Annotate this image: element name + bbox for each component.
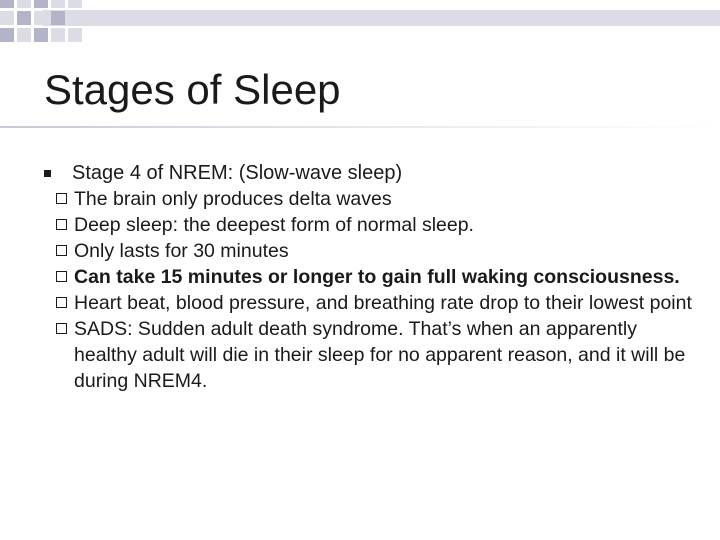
- grid-cell: [68, 28, 82, 42]
- sub-bullet-text: Heart beat, blood pressure, and breathing rate drop to their lowest point: [74, 292, 692, 314]
- grid-cell: [34, 11, 48, 25]
- sub-bullet-item: [44, 212, 694, 238]
- slide-title: Stages of Sleep: [44, 66, 341, 113]
- checkbox-bullet-icon: [56, 297, 67, 308]
- sub-bullet-text: SADS: Sudden adult death syndrome. That’s when an apparently healthy adult will die in their sleep for no apparent reason, and it will be during NREM4.: [74, 318, 686, 392]
- main-bullet-text: Stage 4 of NREM: (Slow-wave sleep): [72, 162, 403, 184]
- checkbox-bullet-icon: [56, 193, 67, 204]
- checkbox-bullet-icon: [56, 323, 67, 334]
- grid-cell: [0, 28, 14, 42]
- sub-bullet-text: Can take 15 minutes or longer to gain full waking consciousness.: [74, 266, 680, 288]
- checkbox-bullet-icon: [56, 271, 67, 282]
- decorative-grid: [0, 0, 720, 50]
- grid-cell: [68, 11, 82, 25]
- slide-content: [44, 160, 694, 394]
- grid-cell: [17, 11, 31, 25]
- main-bullet: [44, 160, 694, 186]
- square-bullet-icon: [44, 170, 51, 177]
- grid-cell: [68, 0, 82, 8]
- sub-bullet-text: The brain only produces delta waves: [74, 188, 392, 210]
- checkbox-bullet-icon: [56, 219, 67, 230]
- grid-cell: [17, 28, 31, 42]
- sub-bullet-item: [44, 264, 694, 290]
- grid-cell: [34, 0, 48, 8]
- sub-bullet-item: [44, 316, 694, 394]
- sub-bullet-item: [44, 290, 694, 316]
- sub-bullet-text: Deep sleep: the deepest form of normal sleep.: [74, 214, 474, 236]
- sub-bullet-item: [44, 186, 694, 212]
- grid-cell: [0, 11, 14, 25]
- sub-bullet-list: [44, 186, 694, 394]
- checkbox-bullet-icon: [56, 245, 67, 256]
- sub-bullet-item: [44, 238, 694, 264]
- sub-bullet-text: Only lasts for 30 minutes: [74, 240, 289, 262]
- grid-cell: [0, 0, 14, 8]
- grid-cell: [51, 11, 65, 25]
- grid-cell: [34, 28, 48, 42]
- grid-cell: [51, 28, 65, 42]
- grid-band: [42, 10, 720, 26]
- title-divider: [0, 126, 720, 128]
- grid-cell: [51, 0, 65, 8]
- grid-cell: [17, 0, 31, 8]
